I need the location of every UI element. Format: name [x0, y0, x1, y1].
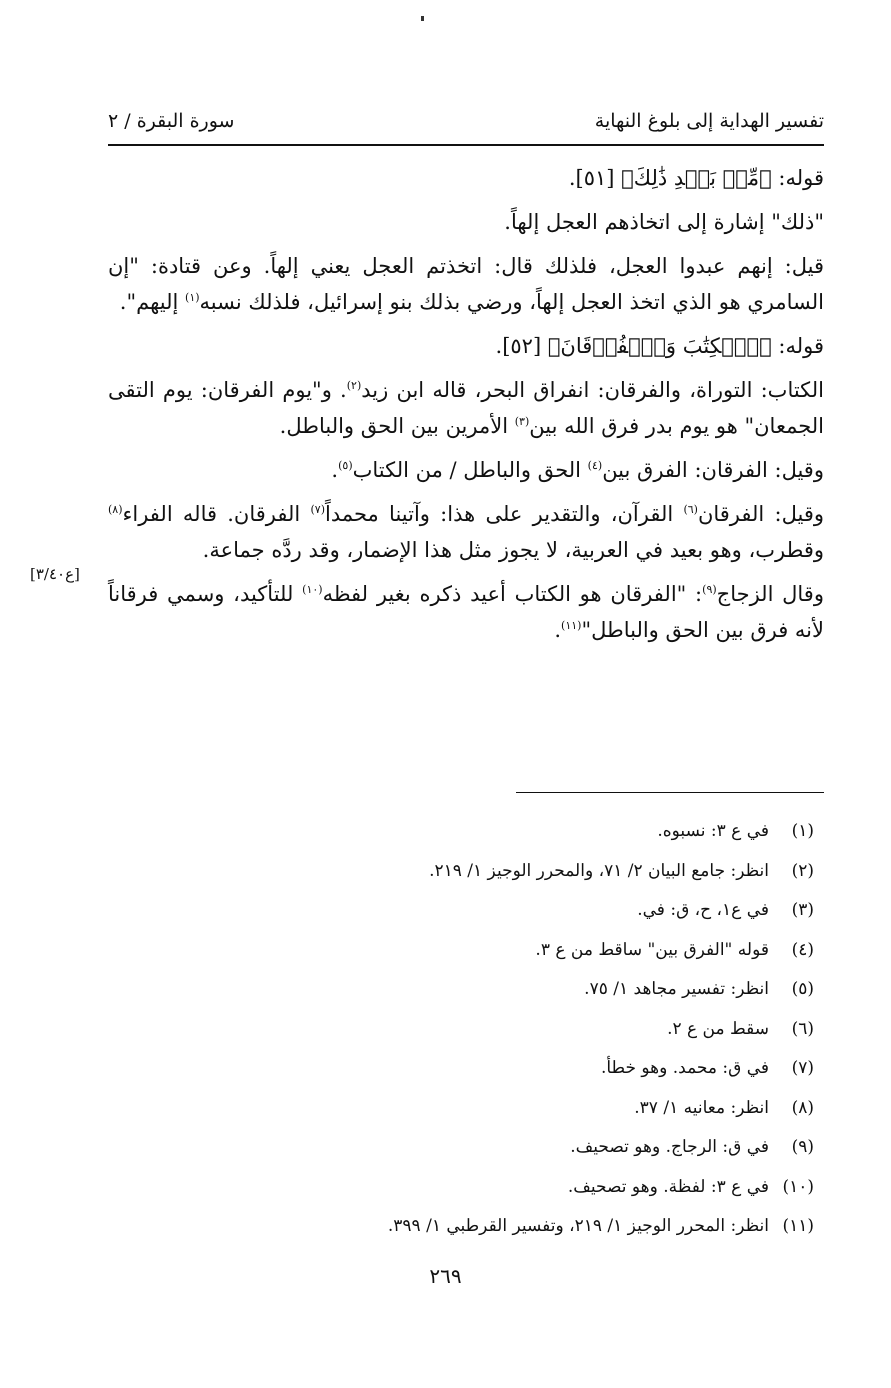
quran-quote: ﴿ٱلۡكِتَٰبَ وَٱلۡفُرۡقَانَ﴾ — [547, 334, 772, 358]
paragraph-text: قيل: إنهم عبدوا العجل، فلذلك قال: اتخذتم العجل يعني إلهاً. وعن قتادة: "إن السامري هو الذي اتخذ العجل إلهاً، ورضي بذلك بنو إسرائيل، فلذلك نسبه — [108, 254, 824, 314]
paragraph-dhalika — [108, 204, 824, 240]
footnote-text: انظر: معانيه ١/ ٣٧. — [634, 1097, 769, 1118]
footnote-divider — [516, 792, 824, 793]
paragraph-text: للتأكيد، وسمي فرقاناً لأنه فرق بين الحق والباطل" — [108, 582, 824, 642]
footnote-item — [108, 1049, 824, 1089]
scan-speck — [421, 16, 424, 21]
book-title: تفسير الهداية إلى بلوغ النهاية — [594, 110, 824, 132]
verse-number: [٥١]. — [568, 166, 622, 190]
footnote-item — [108, 852, 824, 892]
paragraph-text: . — [554, 618, 562, 642]
footnote-marker[interactable]: (٨) — [108, 503, 123, 516]
footnote-number: (٥) — [791, 979, 814, 999]
footnote-marker[interactable]: (٢) — [346, 379, 362, 392]
running-header — [108, 108, 824, 138]
footnote-number: (٣) — [791, 900, 814, 920]
page-number: ٢٦٩ — [429, 1264, 462, 1288]
footnote-number: (٨) — [791, 1097, 814, 1118]
verse-ref-52 — [108, 328, 824, 364]
quran-quote: ﴿مِّنۢ بَعۡدِ ذَٰلِكَ﴾ — [621, 166, 772, 190]
footnote-text: انظر: جامع البيان ٢/ ٧١، والمحرر الوجيز ١/ ٢١٩. — [429, 860, 769, 881]
footnote-number: (٩) — [791, 1137, 814, 1157]
footnote-item — [108, 1207, 824, 1247]
paragraph-kitab — [108, 372, 824, 444]
footnote-text: في ع١، ح، ق: في. — [637, 900, 769, 920]
footnote-number: (٦) — [791, 1018, 814, 1039]
footnote-item — [108, 931, 824, 971]
verse-intro: قوله: — [771, 334, 824, 358]
footnote-text: انظر: تفسير مجاهد ١/ ٧٥. — [584, 979, 769, 999]
paragraph-text: الكتاب: التوراة، والفرقان: انفراق البحر، قاله ابن زيد — [361, 378, 825, 402]
surah-label: سورة البقرة / ٢ — [108, 110, 235, 132]
footnote-number: (١) — [791, 821, 814, 841]
paragraph-furqan-1 — [108, 452, 824, 488]
paragraph-text: . — [331, 458, 339, 482]
footnote-text: قوله "الفرق بين" ساقط من ع ٣. — [535, 939, 769, 960]
paragraph-text: إليهم". — [119, 290, 186, 314]
footnote-item — [108, 1128, 824, 1168]
footnote-item — [108, 1010, 824, 1050]
footnote-marker[interactable]: (٦) — [683, 503, 698, 516]
footnote-number: (١١) — [782, 1216, 814, 1236]
footnote-marker[interactable]: (١١) — [561, 619, 582, 632]
footnote-text: انظر: المحرر الوجيز ١/ ٢١٩، وتفسير القرطبي ١/ ٣٩٩. — [387, 1216, 769, 1236]
footnote-item — [108, 812, 824, 852]
footnote-number: (٤) — [791, 939, 814, 960]
footnote-marker[interactable]: (٣) — [514, 415, 530, 428]
footnote-text: في ع ٣: نسبوه. — [657, 821, 769, 841]
header-divider — [108, 144, 824, 146]
paragraph-text: وقال الزجاج — [716, 582, 824, 606]
footnote-marker[interactable]: (٤) — [587, 459, 603, 472]
footnote-marker[interactable]: (٥) — [338, 459, 353, 472]
footnote-text: سقط من ع ٢. — [667, 1018, 769, 1039]
footnote-number: (٢) — [791, 860, 814, 881]
footnote-item — [108, 1089, 824, 1129]
paragraph-text: : "الفرقان هو الكتاب أعيد ذكره بغير لفظه — [322, 582, 703, 606]
main-text — [108, 160, 824, 656]
footnote-text: في ق: محمد. وهو خطأ. — [600, 1058, 769, 1078]
paragraph-zajjaj — [108, 576, 824, 648]
footnote-marker[interactable]: (٧) — [310, 503, 325, 516]
footnote-text: في ق: الرجاج. وهو تصحيف. — [570, 1137, 769, 1157]
paragraph-text: الأمرين بين الحق والباطل. — [279, 414, 515, 438]
footnotes-list — [108, 812, 824, 1247]
paragraph-text: وقيل: الفرقان — [697, 502, 824, 526]
footnote-marker[interactable]: (٩) — [702, 583, 717, 596]
footnote-item — [108, 891, 824, 931]
footnote-marker[interactable]: (١) — [185, 291, 200, 304]
footnote-number: (٧) — [791, 1058, 814, 1078]
footnote-item — [108, 1168, 824, 1208]
footnote-marker[interactable]: (١٠) — [302, 583, 323, 596]
paragraph-text: وقيل: الفرقان: الفرق بين — [602, 458, 824, 482]
paragraph-qatada — [108, 248, 824, 320]
paragraph-text: وقطرب، وهو بعيد في العربية، لا يجوز مثل هذا الإضمار، وقد ردَّه جماعة. — [202, 538, 824, 562]
paragraph-text: القرآن، والتقدير على هذا: وآتينا محمداً — [325, 502, 684, 526]
paragraph-text: . و"يوم الفرقان: يوم التقى الجمعان" هو يوم بدر فرق الله بين — [108, 378, 824, 438]
paragraph-furqan-2 — [108, 496, 824, 568]
verse-intro: قوله: — [771, 166, 824, 190]
paragraph-text: الحق والباطل / من الكتاب — [352, 458, 588, 482]
paragraph-text: "ذلك" إشارة إلى اتخاذهم العجل إلهاً. — [504, 210, 824, 234]
verse-number: [٥٢]. — [495, 334, 548, 358]
manuscript-margin-note: [ع٣/٤٠] — [30, 565, 80, 583]
footnote-text: في ع ٣: لفظة. وهو تصحيف. — [567, 1176, 769, 1197]
paragraph-text: الفرقان. قاله الفراء — [122, 502, 311, 526]
footnote-number: (١٠) — [782, 1176, 814, 1197]
verse-ref-51 — [108, 160, 824, 196]
footnote-item — [108, 970, 824, 1010]
